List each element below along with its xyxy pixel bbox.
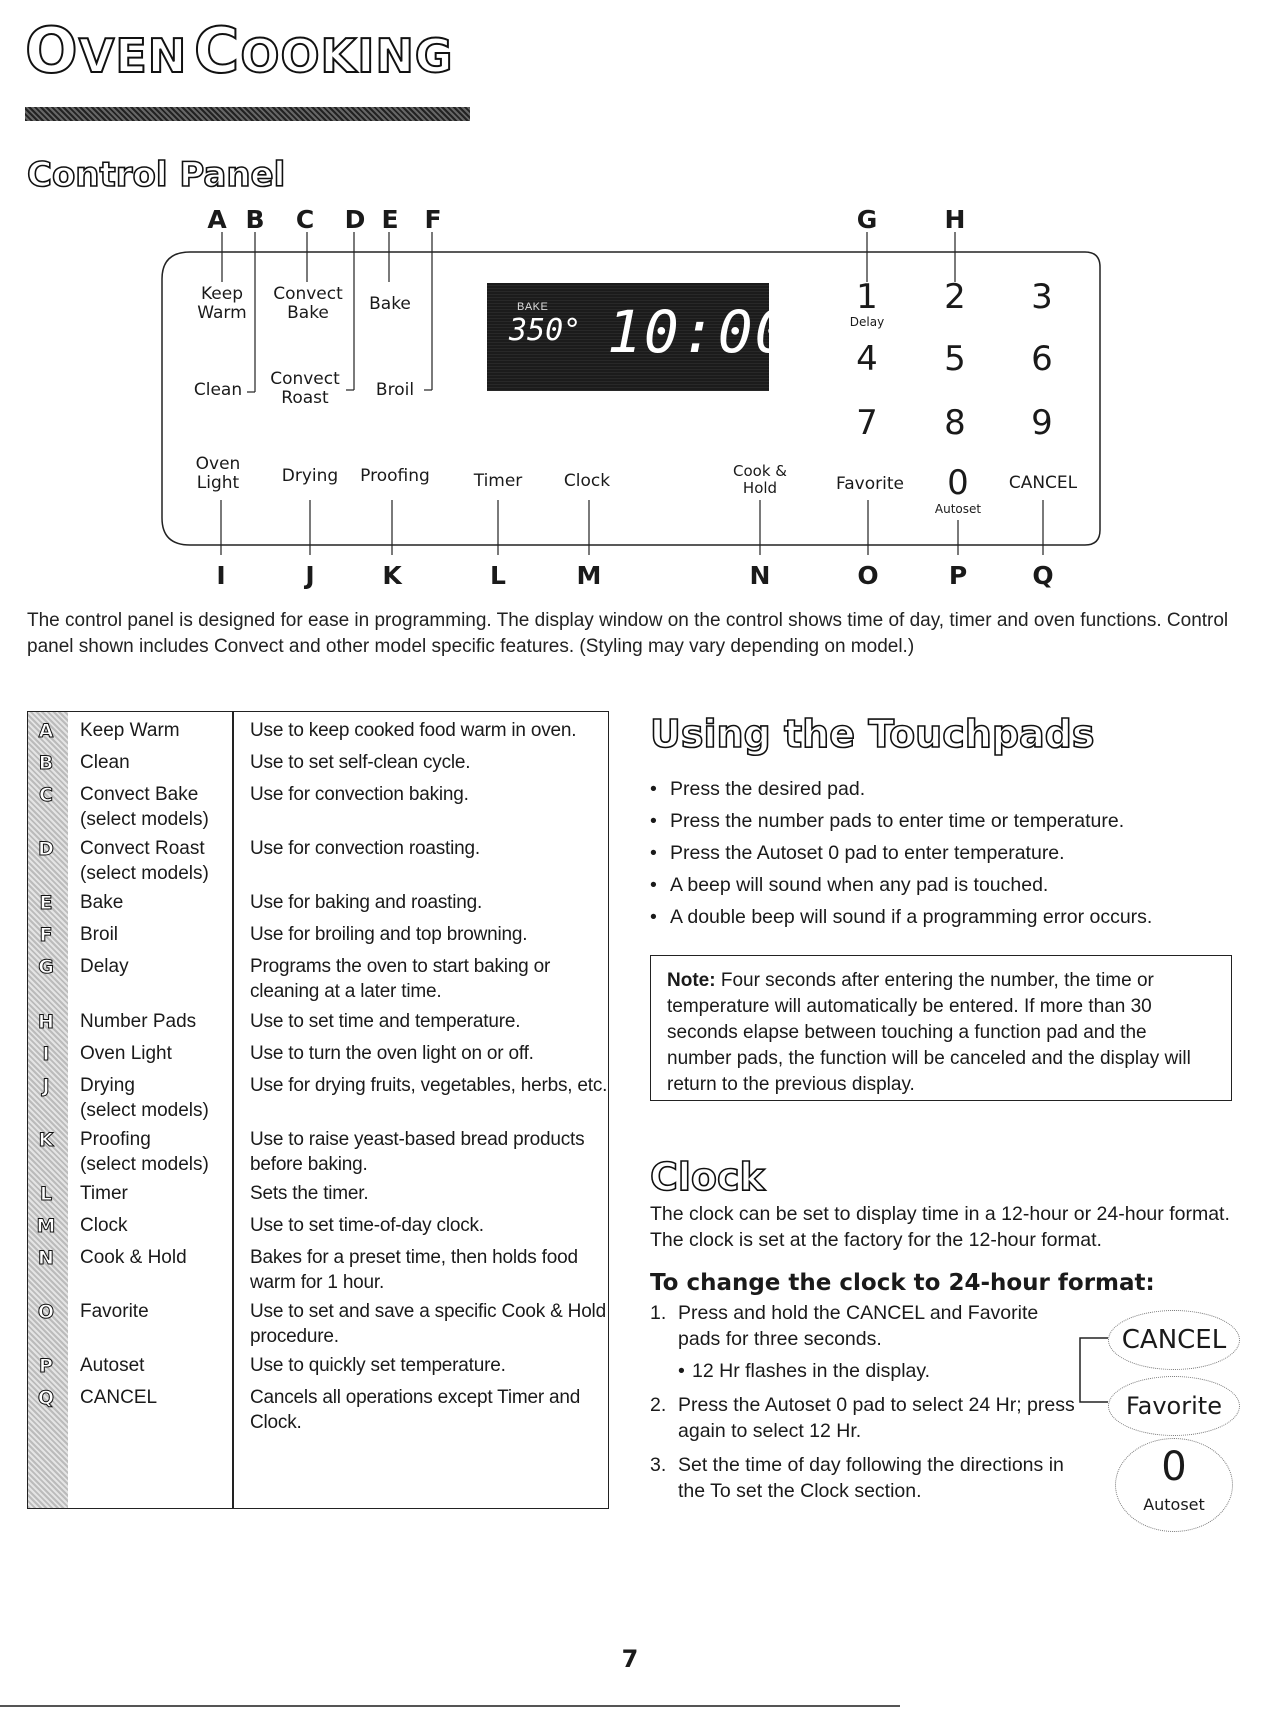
row-function-description: Sets the timer. [250, 1183, 369, 1204]
row-letter: D [38, 838, 54, 860]
row-letter: Q [37, 1387, 55, 1409]
display-time: 10:00 [607, 298, 792, 366]
row-function-description: Use for convection baking. [250, 784, 469, 805]
row-letter: A [38, 720, 54, 742]
row-function-description: Use for broiling and top browning. [250, 924, 528, 945]
step-text: Set the time of day following the directions in the To set the Clock section. [678, 1454, 1064, 1502]
row-function-name: Favorite [80, 1301, 149, 1322]
row-function-name: Convect Roast (select models) [80, 838, 209, 884]
row-function-description: Bakes for a preset time, then holds food warm for 1 hour. [250, 1247, 578, 1293]
clock-pad[interactable]: Clock [563, 471, 611, 491]
callout-n: N [749, 561, 771, 590]
cancel-pad-illustration: CANCEL [1108, 1310, 1240, 1370]
list-item: • Press the desired pad. [650, 773, 1230, 805]
number-pad-7[interactable]: 7 [856, 403, 878, 443]
callout-c: C [295, 205, 315, 234]
autoset-text: Autoset [1143, 1495, 1205, 1514]
row-function-name: Clock [80, 1215, 128, 1236]
row-letter: H [38, 1011, 54, 1033]
row-function-name: Number Pads [80, 1011, 197, 1032]
touchpads-list [650, 773, 1230, 933]
callout-h: H [944, 205, 966, 234]
row-function-name: Broil [80, 924, 119, 945]
delay-label: Delay [849, 315, 885, 329]
touchpads-heading: Using the Touchpads [650, 712, 1095, 756]
page-number: 7 [621, 1645, 639, 1673]
row-function-name: Autoset [80, 1355, 145, 1376]
step-number: 1. [650, 1302, 667, 1324]
row-letter: O [37, 1301, 55, 1323]
list-item: • A beep will sound when any pad is touched. [650, 869, 1230, 901]
bake-pad[interactable]: Bake [369, 294, 411, 314]
column-divider [232, 712, 234, 1508]
row-function-name: CANCEL [80, 1387, 158, 1408]
proofing-pad[interactable]: Proofing [360, 466, 430, 486]
number-pad-9[interactable]: 9 [1031, 403, 1053, 443]
row-function-description: Use for baking and roasting. [250, 892, 483, 913]
row-function-description: Use to set time-of-day clock. [250, 1215, 484, 1236]
cancel-pad[interactable]: CANCEL [1008, 473, 1078, 493]
callout-k: K [382, 561, 402, 590]
step-text: Press and hold the CANCEL and Favorite pads for three seconds. [678, 1302, 1039, 1350]
row-letter: P [39, 1355, 53, 1377]
row-letter: N [38, 1247, 54, 1269]
note-box [650, 955, 1232, 1101]
callout-l: L [490, 561, 506, 590]
step-text: Press the Autoset 0 pad to select 24 Hr; press again to select 12 Hr. [678, 1394, 1075, 1442]
display-temperature: 350° [509, 313, 582, 348]
step-number: 3. [650, 1454, 667, 1476]
keep-warm-pad[interactable]: Keep Warm [197, 284, 247, 323]
drying-pad[interactable]: Drying [281, 466, 339, 486]
row-function-name: Delay [80, 956, 129, 977]
callout-e: E [381, 205, 399, 234]
timer-pad[interactable]: Timer [473, 471, 523, 491]
step-item [650, 1300, 1080, 1384]
row-letter: C [39, 784, 53, 806]
number-pad-8[interactable]: 8 [944, 403, 966, 443]
callout-m: M [576, 561, 602, 590]
row-function-description: Use for convection roasting. [250, 838, 480, 859]
row-function-name: Proofing (select models) [80, 1129, 209, 1175]
change-clock-heading: To change the clock to 24-hour format: [650, 1270, 1155, 1296]
display-mode: BAKE [517, 301, 549, 313]
callout-g: G [856, 205, 878, 234]
step-number: 2. [650, 1394, 667, 1416]
list-item: • Press the number pads to enter time or temperature. [650, 805, 1230, 837]
favorite-pad[interactable]: Favorite [836, 474, 904, 494]
step-item [650, 1452, 1080, 1504]
callout-d: D [344, 205, 366, 234]
control-panel-heading: Control Panel [27, 155, 286, 195]
convect-roast-pad[interactable]: Convect Roast [270, 369, 340, 408]
row-letter: G [38, 956, 54, 978]
callout-b: B [245, 205, 265, 234]
oven-display [487, 283, 792, 391]
callout-o: O [857, 561, 879, 590]
callout-p: P [948, 561, 968, 590]
number-pad-4[interactable]: 4 [856, 339, 878, 379]
list-item: • Press the Autoset 0 pad to enter temperature. [650, 837, 1230, 869]
clock-description: The clock can be set to display time in a 12-hour or 24-hour format. The clock is set at the factory for the 12-hour format. [650, 1203, 1230, 1251]
row-function-description: Programs the oven to start baking or cleaning at a later time. [250, 956, 551, 1002]
step-subitem: • 12 Hr flashes in the display. [678, 1358, 1080, 1384]
note-label: Note: [667, 970, 716, 991]
row-function-name: Convect Bake (select models) [80, 784, 209, 830]
autoset-label: Autoset [934, 502, 982, 516]
oven-light-pad[interactable]: Oven Light [195, 454, 241, 493]
row-letter: K [38, 1129, 54, 1151]
row-function-name: Timer [80, 1183, 128, 1204]
row-function-name: Bake [80, 892, 124, 913]
title-initial-2: C [193, 14, 241, 87]
zero-pad[interactable]: 0 [947, 463, 969, 503]
row-function-description: Use for drying fruits, vegetables, herbs, etc. [250, 1075, 608, 1096]
number-pad-2[interactable]: 2 [944, 277, 966, 317]
callout-j: J [305, 561, 315, 590]
clock-heading: Clock [650, 1155, 765, 1199]
row-letter: B [38, 752, 54, 774]
number-pad-6[interactable]: 6 [1031, 339, 1053, 379]
clock-steps [650, 1300, 1080, 1512]
row-function-description: Use to set and save a specific Cook & Hold procedure. [250, 1301, 606, 1347]
broil-pad[interactable]: Broil [375, 380, 415, 400]
row-function-description: Use to quickly set temperature. [250, 1355, 506, 1376]
row-function-description: Use to set self-clean cycle. [250, 752, 471, 773]
row-letter: M [36, 1215, 56, 1237]
control-panel-diagram [0, 0, 1262, 600]
row-function-name: Oven Light [80, 1043, 172, 1064]
note-text: Four seconds after entering the number, the time or temperature will automatically be entered. If more than 30 seconds elapse between touching a function pad and the number pads, the function will be canceled and the display will return to the previous display. [667, 970, 1191, 1095]
row-letter: F [39, 924, 53, 946]
row-letter: J [42, 1075, 50, 1097]
number-pad-1[interactable]: 1 [856, 277, 878, 317]
title-rest-2: OOKING [240, 29, 454, 83]
callout-f: F [424, 205, 442, 234]
row-function-name: Drying (select models) [80, 1075, 209, 1121]
row-function-description: Use to set time and temperature. [250, 1011, 521, 1032]
callout-i: I [216, 561, 226, 590]
step-item [650, 1392, 1080, 1444]
list-item: • A double beep will sound if a programming error occurs. [650, 901, 1230, 933]
title-rest-1: VEN [78, 29, 188, 83]
favorite-pad-illustration: Favorite [1108, 1376, 1240, 1436]
callout-a: A [207, 205, 227, 234]
convect-bake-pad[interactable]: Convect Bake [273, 284, 343, 323]
row-letter: I [42, 1043, 50, 1065]
row-function-name: Clean [80, 752, 130, 773]
row-function-description: Use to turn the oven light on or off. [250, 1043, 534, 1064]
row-function-description: Use to raise yeast-based bread products before baking. [250, 1129, 585, 1175]
number-pad-3[interactable]: 3 [1031, 277, 1053, 317]
row-function-description: Use to keep cooked food warm in oven. [250, 720, 577, 741]
callout-q: Q [1032, 561, 1054, 590]
cook-hold-pad[interactable]: Cook & Hold [733, 462, 787, 497]
row-function-name: Cook & Hold [80, 1247, 187, 1268]
control-panel-description: The control panel is designed for ease in programming. The display window on the control shows time of day, timer and oven functions. Control panel shown includes Convect and other model specific features. (Styling may vary depending on model.) [27, 610, 1229, 657]
row-letter: E [39, 892, 53, 914]
function-table [27, 711, 609, 1509]
zero-digit: 0 [1161, 1444, 1187, 1490]
autoset-pad-illustration [1115, 1438, 1233, 1532]
title-initial-1: O [25, 14, 79, 87]
row-function-name: Keep Warm [80, 720, 180, 741]
row-letter: L [39, 1183, 53, 1205]
footer-rule [0, 1705, 900, 1707]
row-function-description: Cancels all operations except Timer and Clock. [250, 1387, 581, 1433]
clean-pad[interactable]: Clean [193, 380, 243, 400]
number-pad-5[interactable]: 5 [944, 339, 966, 379]
